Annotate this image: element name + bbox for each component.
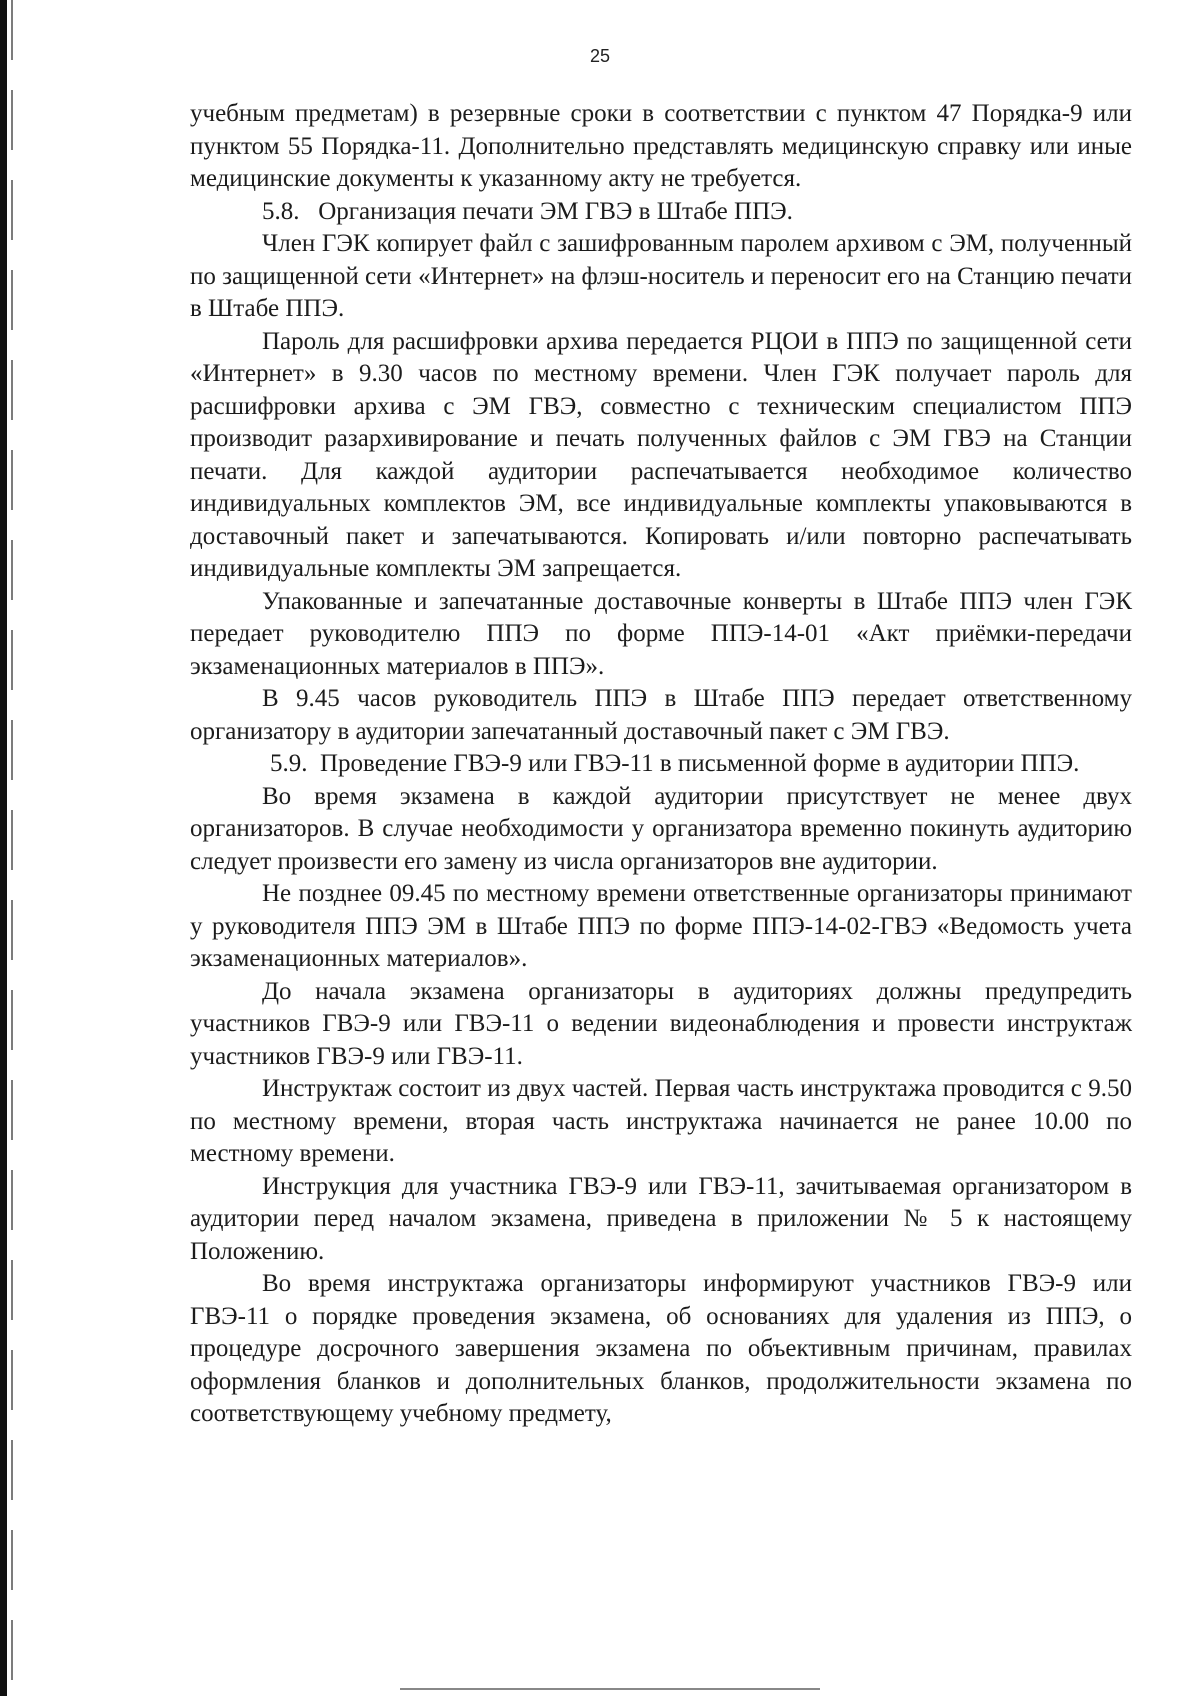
bottom-scan-line	[400, 1688, 820, 1690]
paragraph-briefing-content: Во время инструктажа организаторы информируют участников ГВЭ-9 или ГВЭ-11 о порядке проведения экзамена, об основаниях для удаления из ППЭ, о процедуре досрочного завершения экзамена по объективным причинам, правилах оформления бланков и дополнительных бланков, продолжительности экзамена по соответствующему учебному предмету,	[190, 1270, 1132, 1427]
section-heading-5-9: 5.9. Проведение ГВЭ-9 или ГВЭ-11 в письменной форме в аудитории ППЭ.	[270, 750, 1080, 777]
paragraph-organizers-presence: Во время экзамена в каждой аудитории присутствует не менее двух организаторов. В случае необходимости у организатора временно покинуть аудиторию следует произвести его замену из числа организаторов вне аудитории.	[190, 782, 1132, 875]
section-heading-5-8: 5.8. Организация печати ЭМ ГВЭ в Штабе ППЭ.	[262, 197, 793, 225]
paragraph-file-copy: Член ГЭК копирует файл с зашифрованным паролем архивом с ЭМ, полученный по защищенной сети «Интернет» на флэш-носитель и переносит его на Станцию печати в Штабе ППЭ.	[190, 230, 1132, 322]
paragraph-continuation: учебным предметам) в резервные сроки в соответствии с пунктом 47 Порядка-9 или пунктом 55 Порядка-11. Дополнительно представлять медицинскую справку или иные медицинские документы к указанному акту не требуется.	[190, 100, 1132, 192]
paragraph-packed-envelopes: Упакованные и запечатанные доставочные конверты в Штабе ППЭ член ГЭК передает руководителю ППЭ по форме ППЭ-14-01 «Акт приёмки-передачи экзаменационных материалов в ППЭ».	[190, 587, 1132, 680]
paragraph-handover-945: В 9.45 часов руководитель ППЭ в Штабе ППЭ передает ответственному организатору в аудитории запечатанный доставочный пакет с ЭМ ГВЭ.	[190, 685, 1132, 745]
scan-edge-shadow	[0, 0, 7, 1696]
page-number: 25	[589, 46, 611, 66]
paragraph-video-warning: До начала экзамена организаторы в аудиториях должны предупредить участников ГВЭ-9 или ГВЭ-11 о ведении видеонаблюдения и провести инструктаж участников ГВЭ-9 или ГВЭ-11.	[190, 977, 1132, 1070]
paragraph-briefing-parts: Инструктаж состоит из двух частей. Первая часть инструктажа проводится с 9.50 по местному времени, вторая часть инструктажа начинается не ранее 10.00 по местному времени.	[190, 1075, 1132, 1167]
scan-edge-marks	[11, 0, 13, 1696]
paragraph-password: Пароль для расшифровки архива передается РЦОИ в ППЭ по защищенной сети «Интернет» в 9.30 часов по местному времени. Член ГЭК получает пароль для расшифровки архива с ЭМ ГВЭ, совместно с техническим специалистом ППЭ производит разархивирование и печать полученных файлов с ЭМ ГВЭ на Станции печати. Для каждой аудитории распечатывается необходимое количество индивидуальных комплектов ЭМ, все индивидуальные комплекты упаковываются в доставочный пакет и запечатываются. Копировать и/или повторно распечатывать индивидуальные комплекты ЭМ запрещается.	[190, 327, 1132, 582]
document-body	[190, 98, 1132, 1431]
paragraph-materials-acceptance: Не позднее 09.45 по местному времени ответственные организаторы принимают у руководителя ППЭ ЭМ в Штабе ППЭ по форме ППЭ-14-02-ГВЭ «Ведомость учета экзаменационных материалов».	[190, 880, 1132, 972]
paragraph-instruction-appendix: Инструкция для участника ГВЭ-9 или ГВЭ-11, зачитываемая организатором в аудитории перед началом экзамена, приведена в приложении № 5 к настоящему Положению.	[190, 1172, 1132, 1265]
